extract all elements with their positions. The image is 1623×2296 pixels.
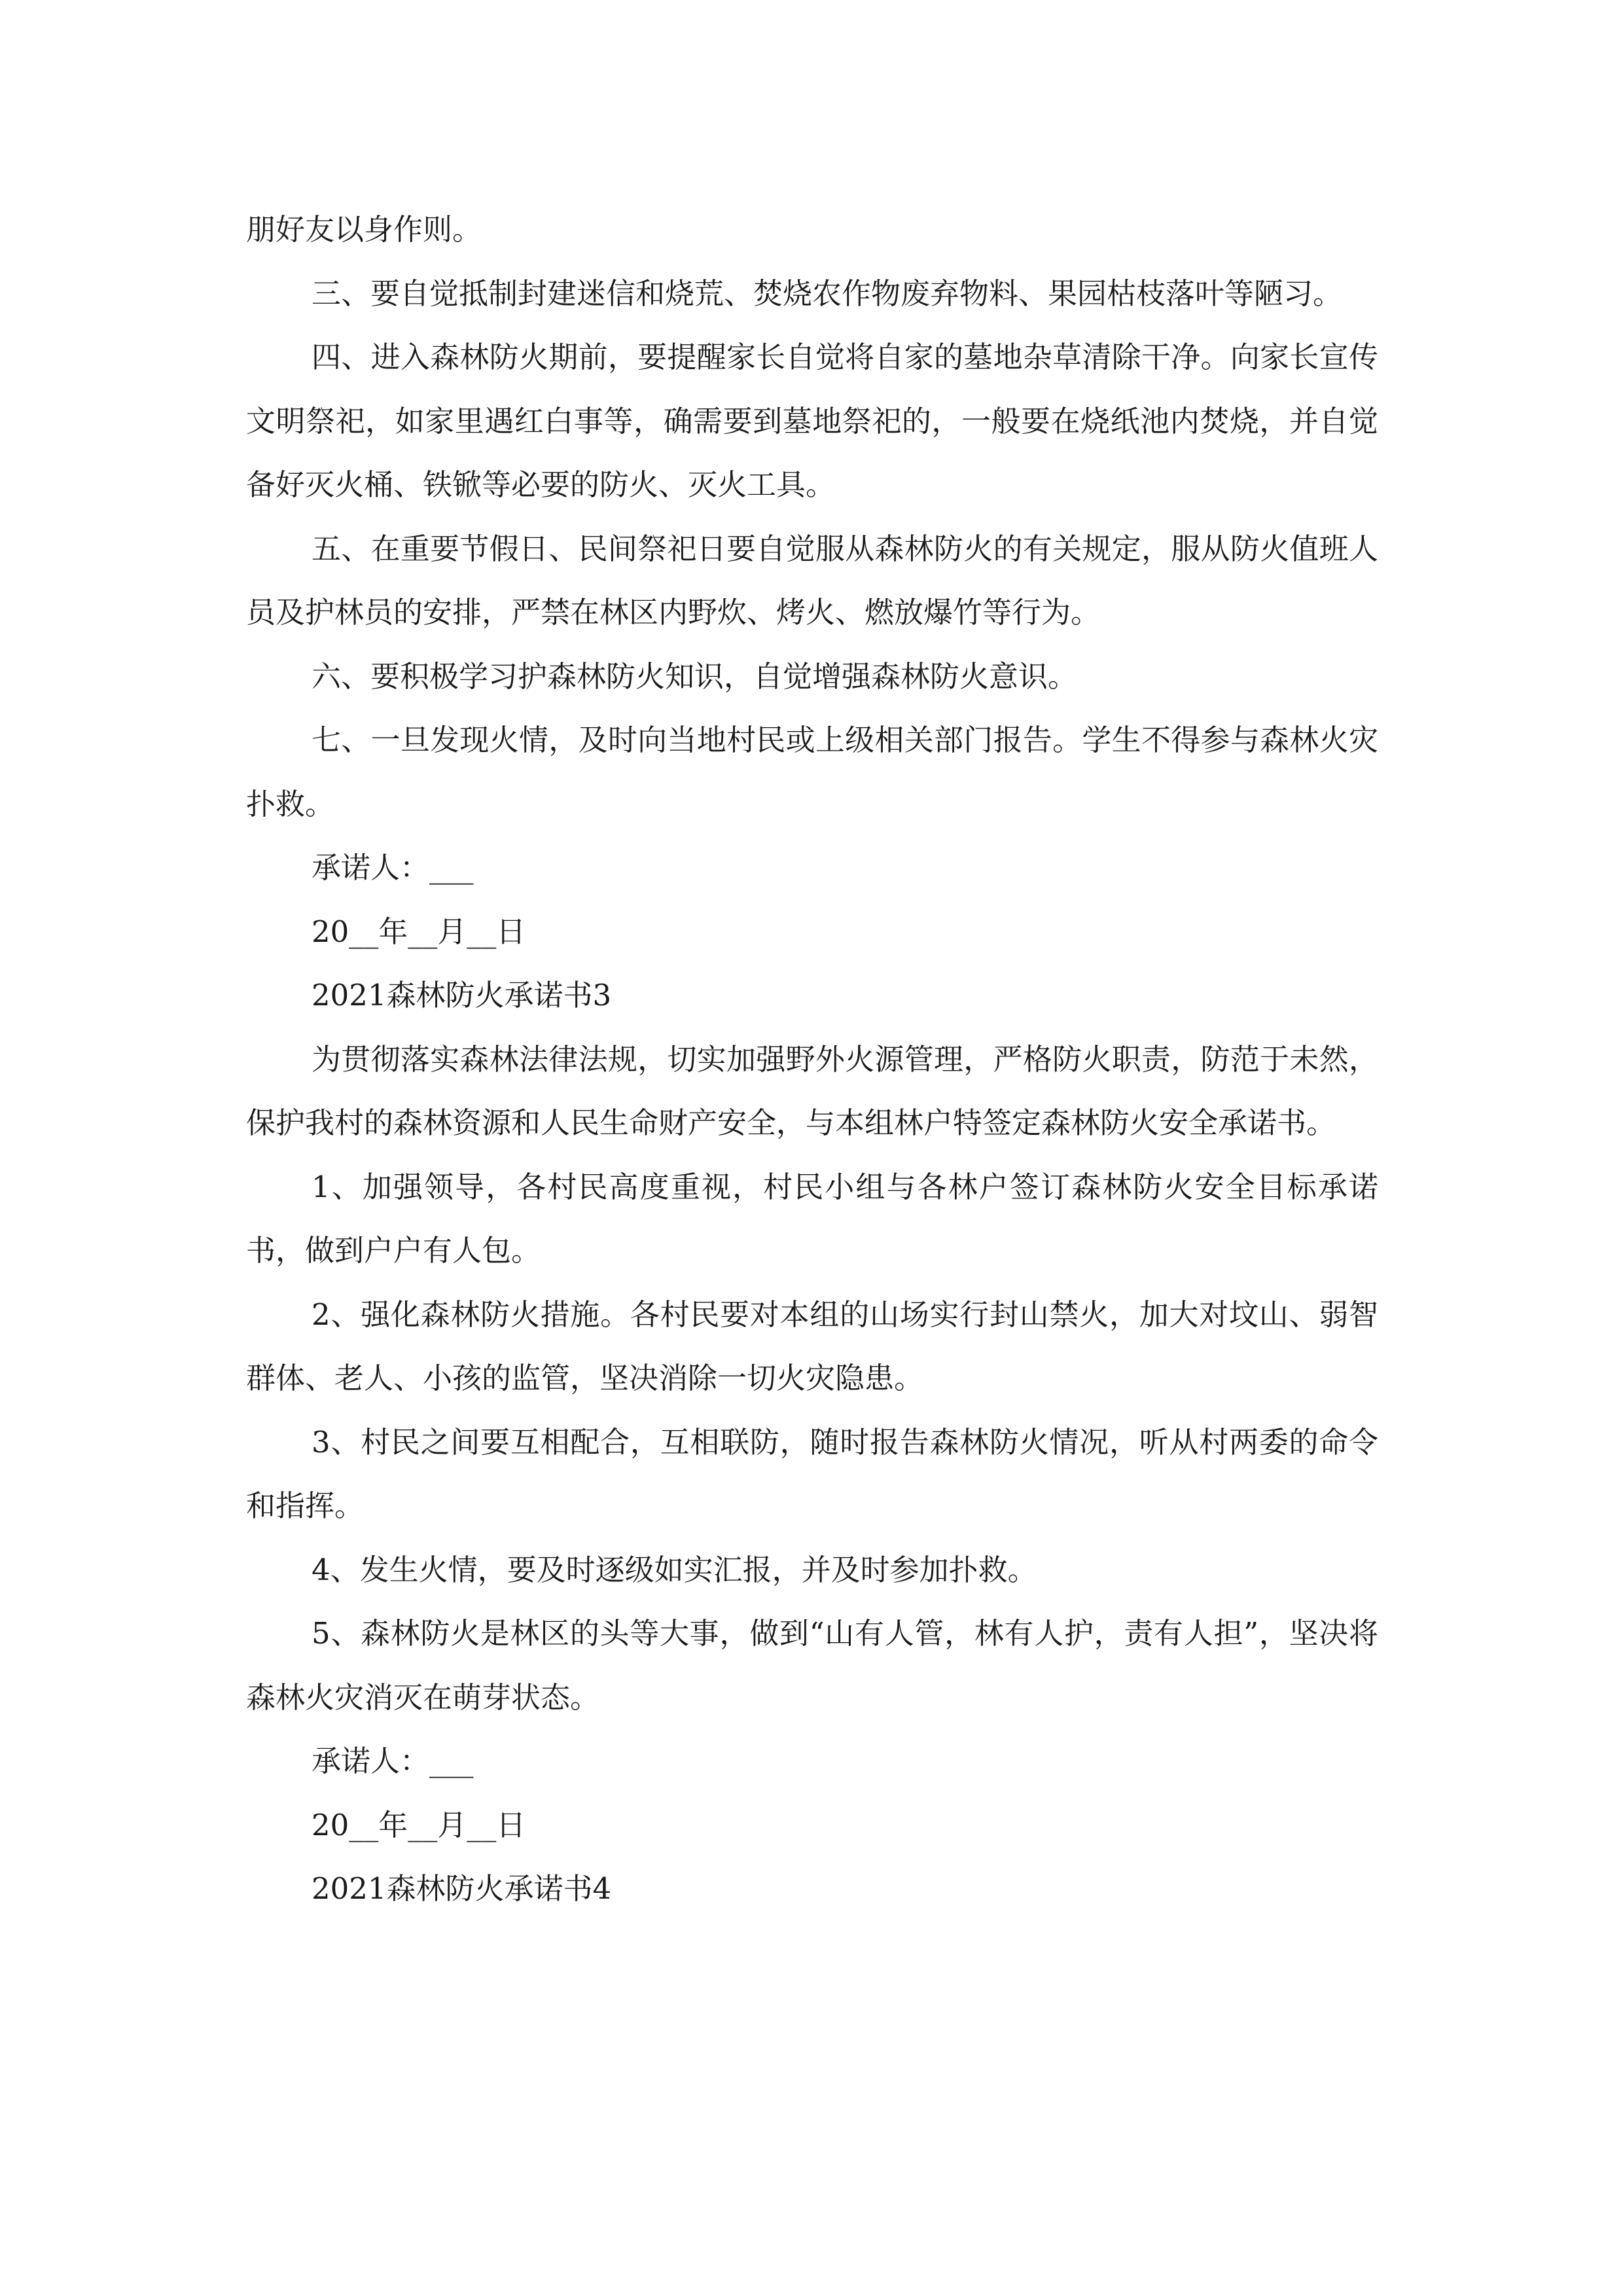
document-body bbox=[246, 198, 1378, 1921]
paragraph-point-4: 4、发生火情，要及时逐级如实汇报，并及时参加扑救。 bbox=[312, 1552, 1037, 1587]
signature-line: 承诺人：___ bbox=[312, 1744, 474, 1778]
paragraph-item-3: 三、要自觉抵制封建迷信和烧荒、焚烧农作物废弃物料、果园枯枝落叶等陋习。 bbox=[312, 276, 1343, 311]
paragraph-point-5: 5、森林防火是林区的头等大事，做到“山有人管，林有人护，责有人担”，坚决将森林火灾消灭在萌芽状态。 bbox=[246, 1616, 1378, 1715]
section-title-3: 2021森林防火承诺书3 bbox=[312, 978, 612, 1013]
signature-line: 承诺人：___ bbox=[312, 850, 474, 885]
paragraph-intro: 为贯彻落实森林法律法规，切实加强野外火源管理，严格防火职责，防范于未然，保护我村的森林资源和人民生命财产安全，与本组林户特签定森林防火安全承诺书。 bbox=[246, 1041, 1378, 1140]
paragraph-continuation: 朋好友以身作则。 bbox=[246, 212, 482, 247]
paragraph-point-2: 2、强化森林防火措施。各村民要对本组的山场实行封山禁火，加大对坟山、弱智群体、老人、小孩的监管，坚决消除一切火灾隐患。 bbox=[246, 1297, 1378, 1395]
paragraph-item-7: 七、一旦发现火情，及时向当地村民或上级相关部门报告。学生不得参与森林火灾扑救。 bbox=[246, 723, 1378, 821]
paragraph-item-6: 六、要积极学习护森林防火知识，自觉增强森林防火意识。 bbox=[312, 658, 1078, 694]
section-title-4: 2021森林防火承诺书4 bbox=[312, 1871, 612, 1906]
date-line: 20__年__月__日 bbox=[312, 1807, 526, 1842]
date-line: 20__年__月__日 bbox=[312, 914, 526, 949]
paragraph-item-4: 四、进入森林防火期前，要提醒家长自觉将自家的墓地杂草清除干净。向家长宣传文明祭祀，如家里遇红白事等，确需要到墓地祭祀的，一般要在烧纸池内焚烧，并自觉备好灭火桶、铁锨等必要的防火、灭火工具。 bbox=[246, 340, 1378, 502]
paragraph-point-3: 3、村民之间要互相配合，互相联防，随时报告森林防火情况，听从村两委的命令和指挥。 bbox=[246, 1424, 1378, 1523]
paragraph-point-1: 1、加强领导，各村民高度重视，村民小组与各林户签订森林防火安全目标承诺书，做到户户有人包。 bbox=[246, 1169, 1378, 1268]
paragraph-item-5: 五、在重要节假日、民间祭祀日要自觉服从森林防火的有关规定，服从防火值班人员及护林员的安排，严禁在林区内野炊、烤火、燃放爆竹等行为。 bbox=[246, 531, 1378, 630]
